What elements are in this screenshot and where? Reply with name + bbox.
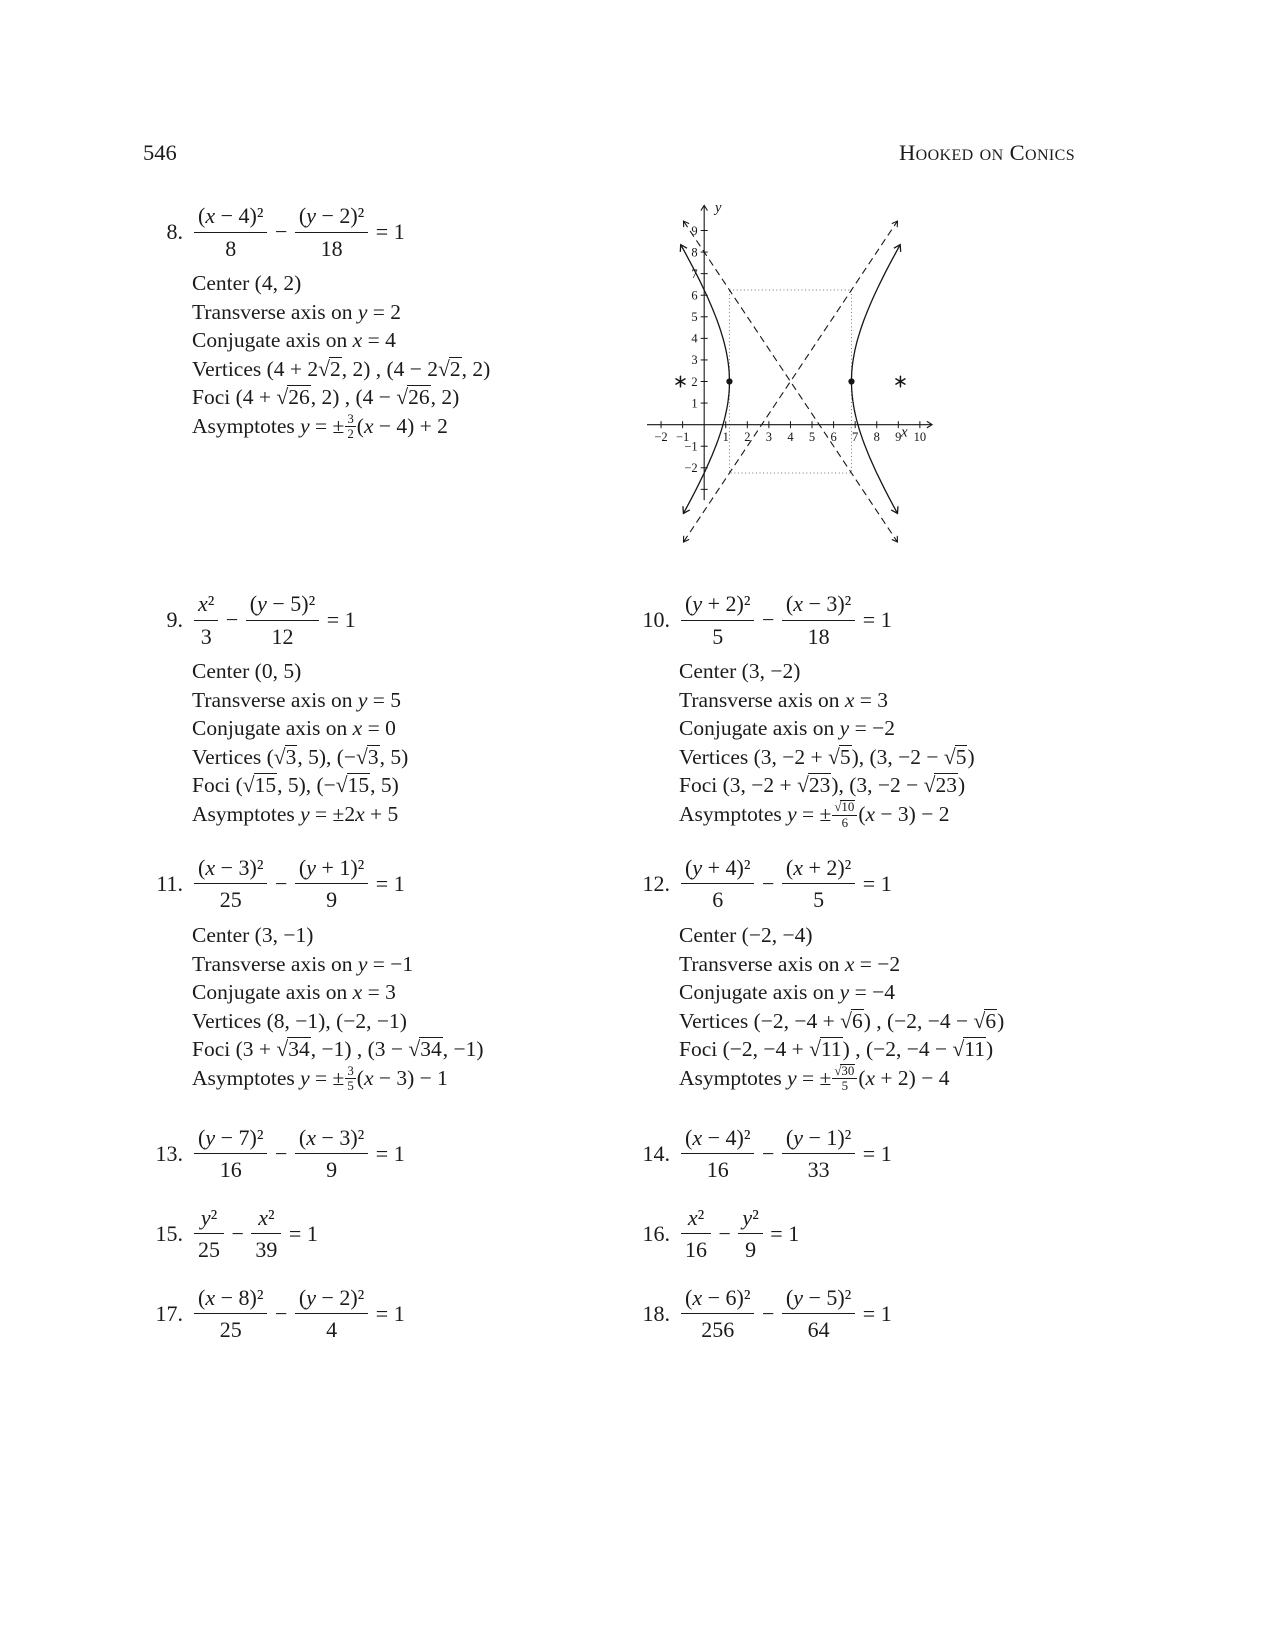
solution-line: Conjugate axis on y = −2 [679,716,895,741]
radical: √2 [438,356,461,381]
solution-line: Center (0, 5) [192,659,302,683]
solution-line: Conjugate axis on x = 0 [192,716,396,741]
fraction: $\frac{\text{(x + 2)²}}{5}$ [782,853,855,914]
problem-number: 10. [642,607,670,632]
problem-14 [630,1122,1075,1186]
radical: √15 [242,773,277,798]
x-tick-label: 5 [808,430,816,445]
fraction: $\frac{\text{(x − 3)²}}{9}$ [295,1123,368,1184]
fraction: $\frac{√10}{6}$ [832,800,857,830]
fraction: $\frac{\text{(x − 6)²}}{256}$ [681,1283,754,1344]
fraction: $\frac{\text{(x − 3)²}}{18}$ [782,589,855,650]
fraction: $\frac{\text{x²}}{3}$ [194,589,218,650]
solution-line: Vertices (8, −1), (−2, −1) [192,1008,407,1033]
solution-line: Transverse axis on y = 2 [192,299,402,324]
fraction: $\frac{\text{(x − 3)²}}{25}$ [194,853,267,914]
solution-line: Asymptotes y = ± $\frac{3}{2}$ (x − 4) + 2 [192,411,448,442]
problem-11 [143,852,630,1094]
vertex-dot [726,378,732,384]
y-tick-label: 6 [691,288,698,303]
equation: $\frac{\text{x²}}{3}$ − $\frac{\text{(y − 5)²}}{12}$ = 1 [192,588,356,652]
problem-9 [143,588,630,829]
radical: √3 [356,744,379,769]
y-tick-label: 4 [691,331,698,346]
problem-12 [630,852,1075,1094]
row-problems-9-10 [143,588,1075,830]
solution-line: Transverse axis on y = −1 [192,951,414,976]
y-tick-label: −1 [684,439,698,454]
row-problems-11-12 [143,852,1075,1094]
hyperbola-branch [852,245,901,513]
solution-line: Center (−2, −4) [679,922,813,947]
solution-line: Center (4, 2) [192,271,302,295]
radical: √34 [276,1037,310,1062]
row-problems-13-14 [143,1122,1075,1186]
x-tick-label: 2 [744,430,751,445]
problem-number: 12. [642,870,670,896]
fraction: $\frac{\text{(y + 2)²}}{5}$ [681,589,754,650]
fraction: $\frac{\text{(y − 5)²}}{12}$ [246,589,319,650]
fraction: $\frac{√30}{5}$ [832,1064,857,1094]
problem-13 [143,1122,630,1186]
problem-number: 14. [642,1140,670,1166]
fraction: $\frac{\text{y²}}{9}$ [738,1203,762,1264]
equation: $\frac{\text{x²}}{16}$ − $\frac{\text{y²}}{9}$ = 1 [679,1202,799,1266]
equation: $\frac{\text{(y − 7)²}}{16}$ − $\frac{\text{(x − 3)²}}{9}$ = 1 [192,1122,405,1186]
fraction: $\frac{\text{x²}}{39}$ [251,1203,281,1264]
radical: √6 [973,1008,997,1033]
solution-line: Asymptotes y = ±2x + 5 [192,801,399,826]
problem-number: 17. [155,1300,183,1326]
radical: √26 [276,385,310,410]
x-tick-label: −2 [654,430,668,445]
fraction: $\frac{\text{(y − 5)²}}{64}$ [782,1283,855,1344]
y-tick-label: −2 [684,461,698,476]
fraction: $\frac{\text{(y − 7)²}}{16}$ [194,1123,267,1184]
radical: √5 [943,744,967,769]
row-problems-17-18 [143,1282,1075,1346]
y-tick-label: 2 [691,374,698,389]
fraction: $\frac{\text{(y − 2)²}}{18}$ [295,201,368,262]
radical: √11 [809,1037,842,1062]
solution-line: Conjugate axis on x = 3 [192,980,396,1005]
x-tick-label: 3 [765,430,773,445]
solution-line: Foci (4 + √26, 2) , (4 − √26, 2) [192,385,460,410]
solution-line: Transverse axis on x = 3 [679,687,889,712]
equation: $\frac{\text{(y + 4)²}}{6}$ − $\frac{\text{(x + 2)²}}{5}$ = 1 [679,852,892,916]
radical: √5 [828,744,851,769]
y-tick-label: 7 [691,266,698,281]
y-axis-label: y [714,199,722,216]
fraction: $\frac{\text{(y − 1)²}}{33}$ [782,1123,855,1184]
fraction: $\frac{\text{(y + 4)²}}{6}$ [681,853,754,914]
x-tick-label: 8 [873,430,880,445]
fraction: $\frac{\text{(x − 8)²}}{25}$ [194,1283,267,1344]
solution-line: Asymptotes y = ± $\frac{√10}{6}$ (x − 3) − 2 [679,799,950,830]
radical: √23 [923,773,957,798]
fraction: $\frac{\text{x²}}{16}$ [681,1203,711,1264]
solution-line: Vertices (−2, −4 + √6) , (−2, −4 − √6) [679,1008,1005,1033]
solution-line: Foci (3 + √34, −1) , (3 − √34, −1) [192,1037,484,1062]
radical: √6 [840,1008,863,1033]
equation: $\frac{\text{(x − 3)²}}{25}$ − $\frac{\text{(y + 1)²}}{9}$ = 1 [192,852,405,916]
x-tick-label: 1 [722,430,729,445]
problem-number: 13. [155,1140,183,1166]
x-axis-label: x [901,424,908,441]
row-problem8-figure [143,200,1075,562]
problem-number: 16. [642,1220,670,1246]
vertex-dot [848,378,854,384]
x-tick-label: 6 [830,430,837,445]
fraction: $\frac{\text{y²}}{25}$ [194,1203,224,1264]
equation: $\frac{\text{(y + 2)²}}{5}$ − $\frac{\text{(x − 3)²}}{18}$ = 1 [679,588,892,652]
problem-18 [630,1282,1075,1346]
row-problems-15-16 [143,1202,1075,1266]
x-tick-label: −1 [675,430,690,445]
problem-number: 8. [166,219,183,244]
radical: √10 [834,799,855,814]
fraction: $\frac{\text{(x − 4)²}}{16}$ [681,1123,754,1184]
fraction: $\frac{3}{2}$ [347,411,354,442]
radical: √34 [408,1037,442,1062]
page-number: 546 [143,140,177,165]
equation: $\frac{\text{(x − 8)²}}{25}$ − $\frac{\text{(y − 2)²}}{4}$ = 1 [192,1282,405,1346]
fraction: $\frac{\text{(x − 4)²}}{8}$ [194,201,267,262]
solution-line: Vertices (4 + 2√2, 2) , (4 − 2√2, 2) [192,356,491,381]
hyperbola-graph [633,196,963,557]
problem-15 [143,1202,630,1266]
radical: √23 [797,773,831,798]
solution-line: Center (3, −1) [192,922,314,947]
y-tick-label: 1 [691,396,698,411]
equation: $\frac{\text{y²}}{25}$ − $\frac{\text{x²}}{39}$ = 1 [192,1202,318,1266]
focus-asterisk [896,376,905,386]
solution-line: Vertices (√3, 5), (−√3, 5) [192,744,409,769]
running-head: Hooked on Conics [898,140,1075,165]
x-tick-label: 4 [787,430,794,445]
solution-line: Conjugate axis on y = −4 [679,980,895,1005]
radical: √3 [273,744,297,769]
solution-line: Foci (−2, −4 + √11) , (−2, −4 − √11) [679,1037,994,1062]
equation: $\frac{\text{(x − 6)²}}{256}$ − $\frac{\text{(y − 5)²}}{64}$ = 1 [679,1282,892,1346]
equation: $\frac{\text{(x − 4)²}}{16}$ − $\frac{\text{(y − 1)²}}{33}$ = 1 [679,1122,892,1186]
solution-line: Transverse axis on y = 5 [192,687,402,712]
problem-16 [630,1202,1075,1266]
equation: $\frac{\text{(x − 4)²}}{8}$ − $\frac{\text{(y − 2)²}}{18}$ = 1 [192,200,405,264]
solution-line: Foci (3, −2 + √23), (3, −2 − √23) [679,773,966,798]
radical: √15 [335,773,370,798]
problem-17 [143,1282,630,1346]
problem-8 [143,200,630,442]
x-tick-label: 10 [913,430,927,445]
problem-number: 9. [166,607,183,632]
focus-asterisk [676,376,685,386]
solution-line: Conjugate axis on x = 4 [192,328,396,353]
hyperbola-figure [633,196,1075,562]
radical: √11 [952,1037,985,1062]
page-header [143,140,1075,166]
problem-10 [630,588,1075,830]
problem-number: 18. [642,1300,670,1326]
radical: √26 [396,385,430,410]
y-tick-label: 8 [691,245,698,260]
solution-line: Asymptotes y = ± $\frac{3}{5}$ (x − 3) − 1 [192,1063,448,1094]
y-tick-label: 3 [691,353,698,368]
solution-line: Center (3, −2) [679,659,801,683]
x-tick-label: 7 [852,430,859,445]
radical: √30 [834,1063,855,1078]
problem-number: 11. [156,870,183,896]
fraction: $\frac{\text{(y + 1)²}}{9}$ [295,853,368,914]
fraction: $\frac{3}{5}$ [347,1063,354,1094]
solution-line: Foci (√15, 5), (−√15, 5) [192,773,399,798]
fraction: $\frac{\text{(y − 2)²}}{4}$ [295,1283,368,1344]
solution-line: Vertices (3, −2 + √5), (3, −2 − √5) [679,744,975,769]
x-tick-label: 9 [895,430,902,445]
solution-line: Asymptotes y = ± $\frac{√30}{5}$ (x + 2) − 4 [679,1063,950,1094]
y-tick-label: 5 [691,310,698,325]
problem-number: 15. [155,1220,183,1246]
solution-line: Transverse axis on x = −2 [679,951,901,976]
radical: √2 [318,356,341,381]
y-tick-label: 9 [691,223,698,238]
